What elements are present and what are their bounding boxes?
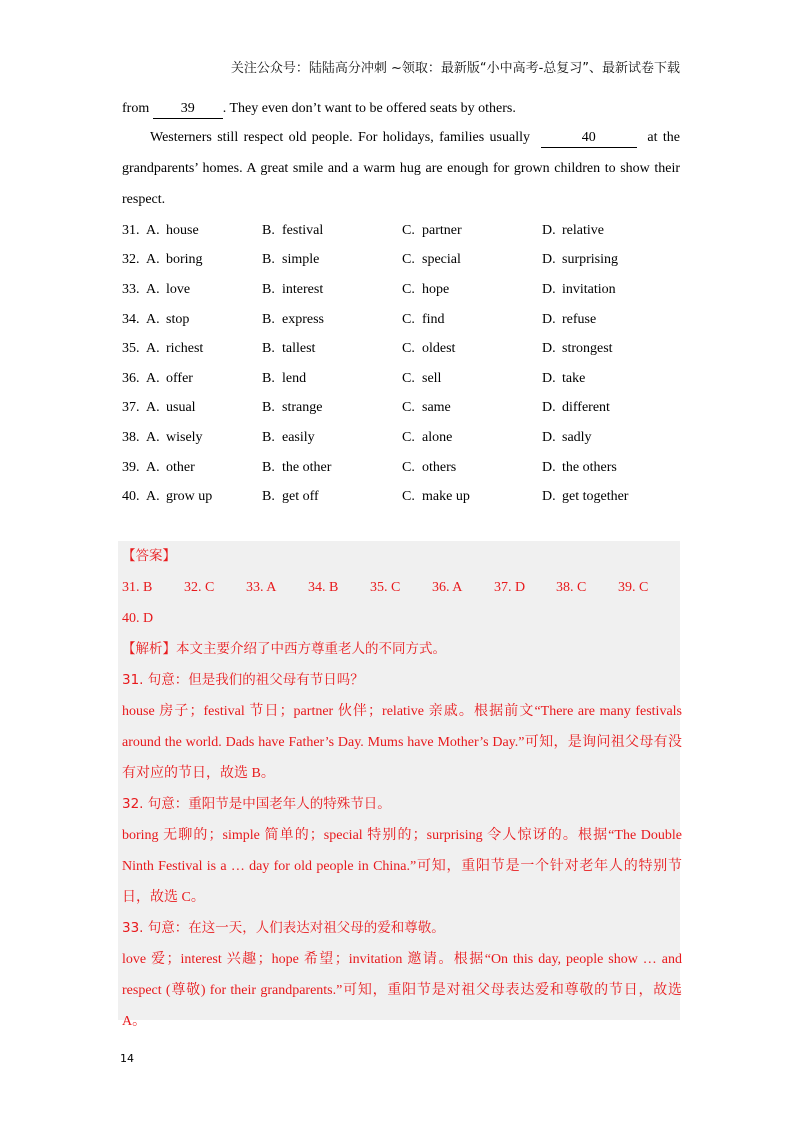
option-letter: C. (402, 459, 415, 475)
option-text: express (282, 311, 324, 327)
option-text: different (562, 400, 610, 416)
option-text: oldest (422, 341, 456, 357)
option-b (262, 371, 402, 387)
option-d (542, 312, 682, 328)
answer-item: 31. B (122, 580, 153, 595)
option-letter: B. (262, 311, 275, 327)
option-b (262, 223, 402, 239)
option-c (402, 400, 542, 416)
analysis-summary: 本文主要介绍了中西方尊重老人的不同方式。 (176, 641, 446, 657)
option-letter: D. (542, 281, 556, 297)
option-text: take (562, 370, 586, 386)
option-c (402, 341, 542, 357)
option-text: hope (422, 281, 450, 297)
question-number: 38. (122, 429, 140, 445)
question-number: 31. (122, 222, 140, 238)
option-text: refuse (562, 311, 597, 327)
answer-heading: 【答案】 (122, 548, 176, 564)
option-letter: C. (402, 252, 415, 268)
option-letter: B. (262, 400, 275, 416)
option-c (402, 460, 542, 476)
q32-explanation-title: 32. 句意：重阳节是中国老年人的特殊节日。 (122, 796, 391, 812)
option-text: invitation (562, 281, 616, 297)
q33-explanation-title: 33. 句意：在这一天，人们表达对祖父母的爱和尊敬。 (122, 920, 445, 936)
option-letter: D. (542, 400, 556, 416)
option-c (402, 223, 542, 239)
passage-text: at the grandparents’ homes. A great smile and a warm hug are enough for grown children to show their respect. (122, 130, 680, 207)
option-text: love (166, 281, 191, 297)
option-text: lend (282, 370, 307, 386)
option-letter: D. (542, 222, 556, 238)
option-letter: D. (542, 311, 556, 327)
answer-item: 32. C (184, 580, 215, 595)
option-text: make up (422, 489, 470, 505)
page-number: 14 (120, 1052, 134, 1065)
option-letter: C. (402, 311, 415, 327)
option-d (542, 341, 682, 357)
option-text: strange (282, 400, 323, 416)
option-text: usual (166, 400, 196, 416)
option-b (262, 282, 402, 298)
option-letter: B. (262, 429, 275, 445)
option-c (402, 282, 542, 298)
answer-item: 33. A (246, 580, 277, 595)
option-text: easily (282, 429, 315, 445)
option-letter: A. (146, 311, 160, 327)
option-text: sadly (562, 429, 592, 445)
option-letter: D. (542, 252, 556, 268)
option-c (402, 252, 542, 268)
option-c (402, 371, 542, 387)
option-letter: B. (262, 252, 275, 268)
option-letter: A. (146, 252, 160, 268)
question-row (122, 364, 682, 394)
option-letter: B. (262, 281, 275, 297)
question-row (122, 482, 682, 512)
option-letter: D. (542, 459, 556, 475)
option-c (402, 312, 542, 328)
question-row (122, 305, 682, 335)
option-text: surprising (562, 252, 618, 268)
q32-explanation-body: boring 无聊的；simple 简单的；special 特别的；surprising 令人惊讶的。根据“The Double Ninth Festival is a … day for old people in China.”可知，重阳节是一个针对老年人的特别节日，故选 C。 (122, 828, 682, 905)
question-number: 40. (122, 489, 140, 505)
option-a (122, 430, 262, 446)
question-options-list (122, 216, 682, 512)
question-number: 33. (122, 281, 140, 297)
option-letter: B. (262, 459, 275, 475)
answer-item: 34. B (308, 580, 339, 595)
passage-text: Westerners still respect old people. For holidays, families usually (150, 130, 530, 145)
option-text: same (422, 400, 451, 416)
option-text: strongest (562, 341, 613, 357)
option-d (542, 371, 682, 387)
option-letter: C. (402, 222, 415, 238)
question-number: 35. (122, 341, 140, 357)
passage-paragraph-2 (122, 122, 680, 215)
answer-item: 37. D (494, 580, 526, 595)
blank-40: 40 (541, 129, 637, 148)
option-d (542, 252, 682, 268)
option-text: get together (562, 489, 629, 505)
option-b (262, 430, 402, 446)
question-row (122, 216, 682, 246)
option-a (122, 460, 262, 476)
option-text: tallest (282, 341, 316, 357)
option-text: the others (562, 459, 617, 475)
option-a (122, 252, 262, 268)
option-b (262, 312, 402, 328)
option-a (122, 282, 262, 298)
option-letter: A. (146, 489, 160, 505)
option-letter: B. (262, 222, 275, 238)
option-text: boring (166, 252, 203, 268)
option-c (402, 430, 542, 446)
analysis-line (122, 634, 682, 665)
option-d (542, 282, 682, 298)
option-a (122, 371, 262, 387)
option-text: find (422, 311, 445, 327)
option-c (402, 489, 542, 505)
option-letter: D. (542, 489, 556, 505)
option-letter: A. (146, 222, 160, 238)
question-number: 34. (122, 311, 140, 327)
option-d (542, 223, 682, 239)
passage-text: from (122, 101, 150, 116)
option-letter: A. (146, 281, 160, 297)
option-text: stop (166, 311, 190, 327)
option-b (262, 460, 402, 476)
option-text: the other (282, 459, 332, 475)
option-text: simple (282, 252, 320, 268)
option-text: offer (166, 370, 193, 386)
option-a (122, 312, 262, 328)
question-number: 32. (122, 252, 140, 268)
option-letter: D. (542, 341, 556, 357)
answer-item: 35. C (370, 580, 401, 595)
option-text: wisely (166, 429, 203, 445)
passage-line-39 (122, 93, 680, 124)
analysis-heading: 【解析】 (122, 641, 176, 657)
option-letter: A. (146, 341, 160, 357)
option-text: richest (166, 341, 204, 357)
option-text: festival (282, 222, 324, 238)
option-letter: B. (262, 341, 275, 357)
option-letter: C. (402, 429, 415, 445)
option-text: special (422, 252, 461, 268)
passage-text: . They even don’t want to be offered seats by others. (222, 101, 516, 116)
question-row (122, 246, 682, 276)
question-row (122, 334, 682, 364)
option-d (542, 430, 682, 446)
question-number: 39. (122, 459, 140, 475)
option-b (262, 341, 402, 357)
option-a (122, 400, 262, 416)
option-text: other (166, 459, 195, 475)
option-letter: A. (146, 370, 160, 386)
option-letter: A. (146, 459, 160, 475)
option-b (262, 252, 402, 268)
option-a (122, 489, 262, 505)
question-row (122, 394, 682, 424)
option-d (542, 489, 682, 505)
q31-explanation-title: 31. 句意：但是我们的祖父母有节日吗？ (122, 672, 364, 688)
option-letter: D. (542, 429, 556, 445)
option-d (542, 400, 682, 416)
option-letter: C. (402, 341, 415, 357)
page-header: 关注公众号：陆陆高分冲刺 ~领取：最新版“小中高考-总复习”、最新试卷下载 (230, 61, 680, 76)
option-letter: B. (262, 489, 275, 505)
option-letter: C. (402, 489, 415, 505)
option-b (262, 489, 402, 505)
option-a (122, 223, 262, 239)
option-letter: B. (262, 370, 275, 386)
answer-item: 36. A (432, 580, 463, 595)
option-letter: C. (402, 370, 415, 386)
option-text: partner (422, 222, 462, 238)
option-b (262, 400, 402, 416)
blank-39: 39 (153, 100, 223, 119)
option-text: alone (422, 429, 453, 445)
option-a (122, 341, 262, 357)
option-letter: D. (542, 370, 556, 386)
q31-explanation-body: house 房子；festival 节日；partner 伙伴；relative 亲戚。根据前文“There are many festivals around the world. Dads have Father’s Day. Mums have Mother’s Day.”可知，是询问祖父母有没有对应的节日，故选 B。 (122, 704, 682, 781)
option-text: sell (422, 370, 442, 386)
question-row (122, 423, 682, 453)
answer-list (122, 572, 682, 603)
question-row (122, 453, 682, 483)
answer-item: 39. C (618, 580, 649, 595)
question-row (122, 275, 682, 305)
option-text: house (166, 222, 199, 238)
option-letter: C. (402, 400, 415, 416)
option-text: grow up (166, 489, 213, 505)
option-letter: A. (146, 400, 160, 416)
answer-item: 38. C (556, 580, 587, 595)
q33-explanation-body: love 爱；interest 兴趣；hope 希望；invitation 邀请。根据“On this day, people show … and respect (尊敬) for their grandparents.”可知，重阳节是对祖父母表达爱和尊敬的节日，故选 A。 (122, 952, 682, 1029)
question-number: 37. (122, 400, 140, 416)
question-number: 36. (122, 370, 140, 386)
option-text: interest (282, 281, 324, 297)
option-text: others (422, 459, 457, 475)
option-text: relative (562, 222, 604, 238)
answer-item: 40. D (122, 611, 154, 626)
answer-panel (122, 541, 682, 1037)
option-letter: C. (402, 281, 415, 297)
option-d (542, 460, 682, 476)
option-text: get off (282, 489, 319, 505)
option-letter: A. (146, 429, 160, 445)
